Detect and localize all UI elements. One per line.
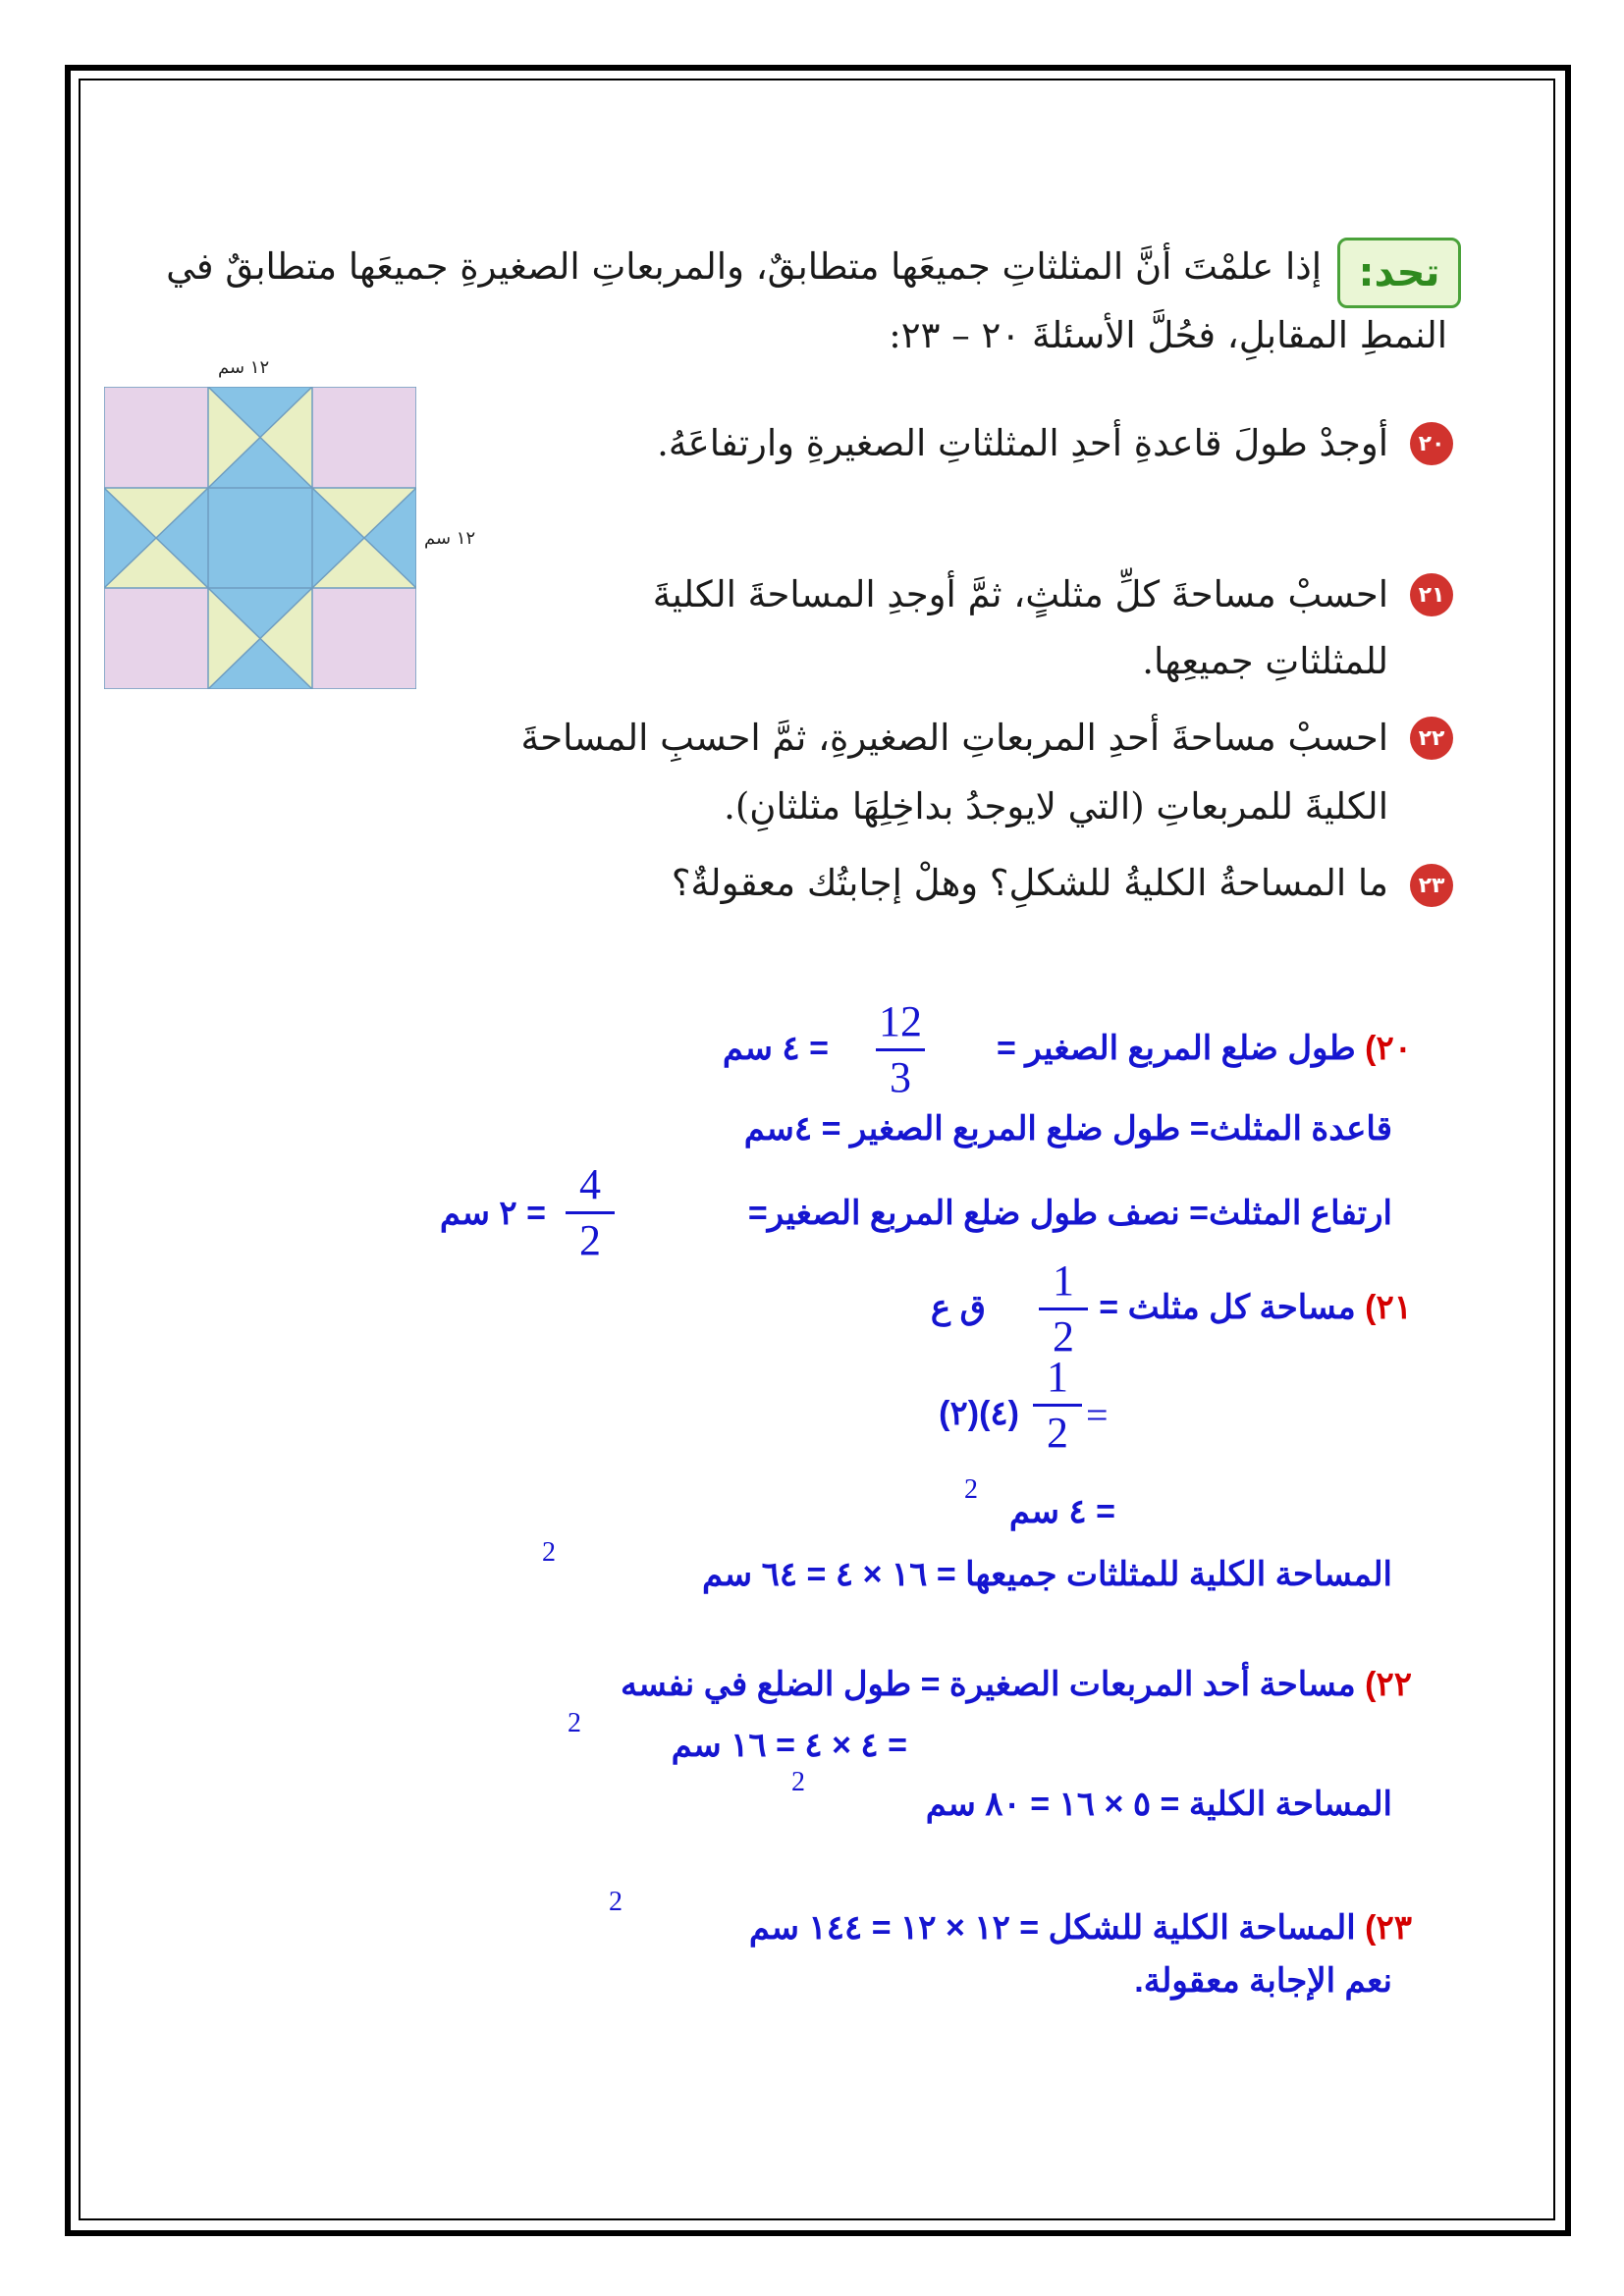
answer-20-line2: قاعدة المثلث= طول ضلع المربع الصغير = ٤سم xyxy=(743,1110,1392,1148)
fraction-denominator: 2 xyxy=(579,1216,601,1264)
answer-21-formula: ق ع xyxy=(930,1289,986,1326)
quilt-pattern-figure xyxy=(104,387,416,689)
pink-square xyxy=(104,387,208,488)
question-21-text-line2: للمثلثاتِ جميعِها. xyxy=(1142,640,1388,682)
fraction-denominator: 2 xyxy=(1053,1312,1074,1361)
question-20-text: أوجدْ طولَ قاعدةِ أحدِ المثلثاتِ الصغيرةِ وارتفاعَهُ. xyxy=(657,422,1388,464)
fraction-numerator: 1 xyxy=(1053,1256,1074,1305)
answer-20-line3-result: = ٢ سم xyxy=(439,1195,546,1232)
fraction-1-over-2 xyxy=(1033,1353,1082,1458)
equals-sign: = xyxy=(1086,1393,1109,1437)
question-number-22: ٢٢ xyxy=(1410,717,1453,760)
fraction-numerator: 4 xyxy=(579,1160,601,1208)
answer-20-result: = ٤ سم xyxy=(722,1030,829,1067)
answer-21-number: ٢١) xyxy=(1365,1289,1412,1326)
answer-20-line1 xyxy=(997,1029,1412,1068)
answer-22-line2: = ٤ × ٤ = ١٦ سم xyxy=(671,1727,907,1764)
pink-square xyxy=(312,387,416,488)
answer-21-label: مساحة كل مثلث = xyxy=(1099,1289,1356,1326)
figure-top-label: ١٢ سم xyxy=(218,357,270,378)
question-23-text: ما المساحةُ الكليةُ للشكلِ؟ وهلْ إجابتُك معقولةٌ؟ xyxy=(671,862,1388,904)
answer-21-line4: المساحة الكلية للمثلثات جميعها = ١٦ × ٤ = ٦٤ سم xyxy=(702,1556,1392,1593)
figure-side-label: ١٢ سم xyxy=(424,528,476,549)
fraction-numerator: 1 xyxy=(1047,1353,1068,1401)
answer-23-number: ٢٣) xyxy=(1365,1909,1412,1947)
pink-square xyxy=(104,588,208,689)
answer-21-line2: (٤)(٢) xyxy=(939,1395,1019,1432)
fraction-1-over-2 xyxy=(1039,1256,1088,1362)
answer-22-line3: المساحة الكلية = ٥ × ١٦ = ٨٠ سم xyxy=(925,1786,1392,1823)
answer-22-number: ٢٢) xyxy=(1365,1666,1412,1703)
answer-21-line1 xyxy=(1099,1288,1412,1327)
fraction-numerator: 12 xyxy=(879,997,922,1045)
superscript-2: 2 xyxy=(791,1767,805,1797)
answer-20-label: طول ضلع المربع الصغير = xyxy=(997,1030,1356,1067)
answer-22-label: مساحة أحد المربعات الصغيرة = طول الضلع في نفسه xyxy=(621,1666,1356,1703)
question-21-text-line1: احسبْ مساحةَ كلِّ مثلثٍ، ثمَّ أوجدِ المساحةَ الكليةَ xyxy=(652,573,1388,615)
challenge-label: تحد: xyxy=(1337,238,1461,308)
answer-23-line2: نعم الإجابة معقولة. xyxy=(1134,1962,1392,2000)
answer-23-label: المساحة الكلية للشكل = ١٢ × ١٢ = ١٤٤ سم xyxy=(748,1909,1356,1947)
pink-square xyxy=(312,588,416,689)
superscript-2: 2 xyxy=(542,1537,556,1568)
answer-21-line3: = ٤ سم xyxy=(1008,1493,1115,1530)
center-blue-square xyxy=(208,488,312,588)
challenge-text-line1: إذا علمْتَ أنَّ المثلثاتِ جميعَها متطابقٌ، والمربعاتِ الصغيرةِ جميعَها متطابقٌ في xyxy=(166,245,1322,288)
superscript-2: 2 xyxy=(609,1887,623,1917)
fraction-denominator: 3 xyxy=(890,1053,911,1101)
question-22-text-line1: احسبْ مساحةَ أحدِ المربعاتِ الصغيرةِ، ثمَّ احسبِ المساحةَ xyxy=(520,717,1388,759)
question-number-21: ٢١ xyxy=(1410,573,1453,616)
answer-20-number: ٢٠) xyxy=(1365,1030,1412,1067)
superscript-2: 2 xyxy=(964,1474,978,1505)
answer-20-line3: ارتفاع المثلث= نصف طول ضلع المربع الصغير= xyxy=(747,1195,1392,1232)
answer-22-line1 xyxy=(621,1665,1412,1704)
question-22-text-line2: الكليةَ للمربعاتِ (التي لايوجدُ بداخِلِهَا مثلثانِ). xyxy=(724,785,1388,828)
answer-23-line1 xyxy=(749,1908,1412,1948)
question-number-20: ٢٠ xyxy=(1410,422,1453,465)
challenge-text-line2: النمطِ المقابلِ، فحُلَّ الأسئلةَ ٢٠ – ٢٣: xyxy=(889,314,1447,356)
question-number-23: ٢٣ xyxy=(1410,864,1453,907)
fraction-4-over-2 xyxy=(566,1160,615,1265)
fraction-denominator: 2 xyxy=(1047,1409,1068,1457)
superscript-2: 2 xyxy=(568,1708,581,1738)
fraction-12-over-3 xyxy=(876,997,925,1102)
